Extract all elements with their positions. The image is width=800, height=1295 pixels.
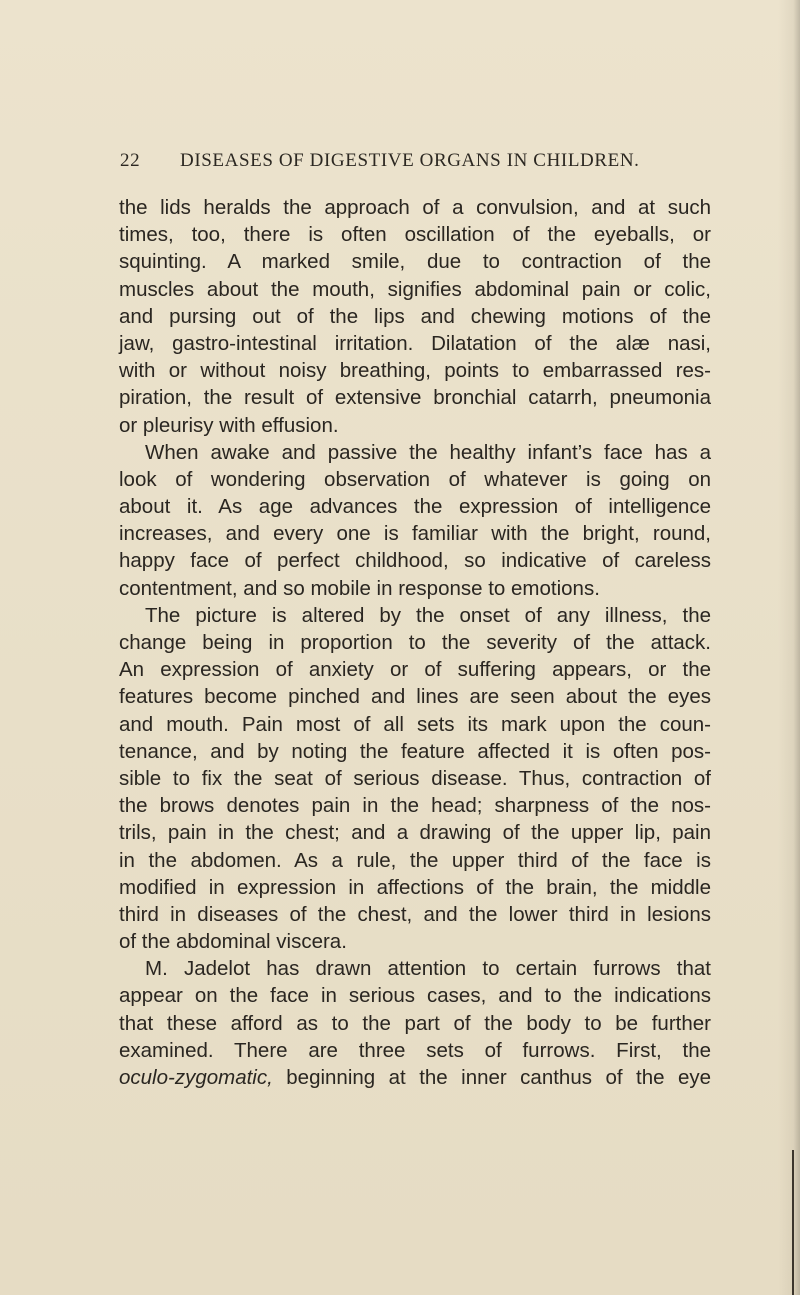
text-line: appear on the face in serious cases, and to the indications [119,984,711,1008]
text-line: with or without noisy breathing, points to embarrassed res- [119,359,711,383]
text-line: trils, pain in the chest; and a drawing of the upper lip, pain [119,821,711,845]
text-line: the brows denotes pain in the head; sharpness of the nos- [119,794,711,818]
text-line: piration, the result of extensive bronchial catarrh, pneumonia [119,386,711,410]
page-edge-line [792,1150,794,1295]
text-line: or pleurisy with effusion. [119,413,339,437]
text-line: about it. As age advances the expression of intelligence [119,495,711,519]
text-line: third in diseases of the chest, and the lower third in lesions [119,902,711,926]
text-line: look of wondering observation of whatever is going on [119,467,711,491]
text-line: The picture is altered by the onset of any illness, the [145,603,711,627]
text-line: in the abdomen. As a rule, the upper third of the face is [119,848,711,872]
text-line: squinting. A marked smile, due to contraction of the [119,250,711,274]
text-line: modified in expression in affections of the brain, the middle [119,875,711,899]
text-line: that these afford as to the part of the body to be further [119,1011,711,1035]
page-number: 22 [120,150,141,171]
text-line: When awake and passive the healthy infant’s face has a [145,440,711,464]
text-line: features become pinched and lines are seen about the eyes [119,685,711,709]
body-text [119,194,711,1091]
text-line: contentment, and so mobile in response to emotions. [119,576,600,600]
text-line-rest: beginning at the inner canthus of the eye [272,1066,711,1089]
text-line: examined. There are three sets of furrows. First, the [119,1038,711,1062]
text-line: increases, and every one is familiar with the bright, round, [119,522,711,546]
text-line: the lids heralds the approach of a convulsion, and at such [119,196,711,219]
italic-term: oculo-zygomatic, [119,1066,273,1089]
text-line: tenance, and by noting the feature affected it is often pos- [119,739,711,763]
text-line [119,1064,711,1091]
running-head [120,150,680,176]
page-edge-shadow [778,0,800,1295]
text-line: jaw, gastro-intestinal irritation. Dilatation of the alæ nasi, [119,331,711,355]
text-line: M. Jadelot has drawn attention to certain furrows that [145,957,711,981]
running-title: DISEASES OF DIGESTIVE ORGANS IN CHILDREN. [180,150,640,171]
text-line: change being in proportion to the severity of the attack. [119,631,711,654]
text-line: times, too, there is often oscillation of the eyeballs, or [119,223,711,247]
text-line: and pursing out of the lips and chewing motions of the [119,304,711,328]
text-line: happy face of perfect childhood, so indicative of careless [119,549,711,573]
text-line: muscles about the mouth, signifies abdominal pain or colic, [119,277,711,301]
text-line: An expression of anxiety or of suffering appears, or the [119,658,711,682]
text-line: sible to fix the seat of serious disease. Thus, contraction of [119,766,711,790]
text-line: and mouth. Pain most of all sets its mark upon the coun- [119,712,711,736]
text-line: of the abdominal viscera. [119,930,347,954]
